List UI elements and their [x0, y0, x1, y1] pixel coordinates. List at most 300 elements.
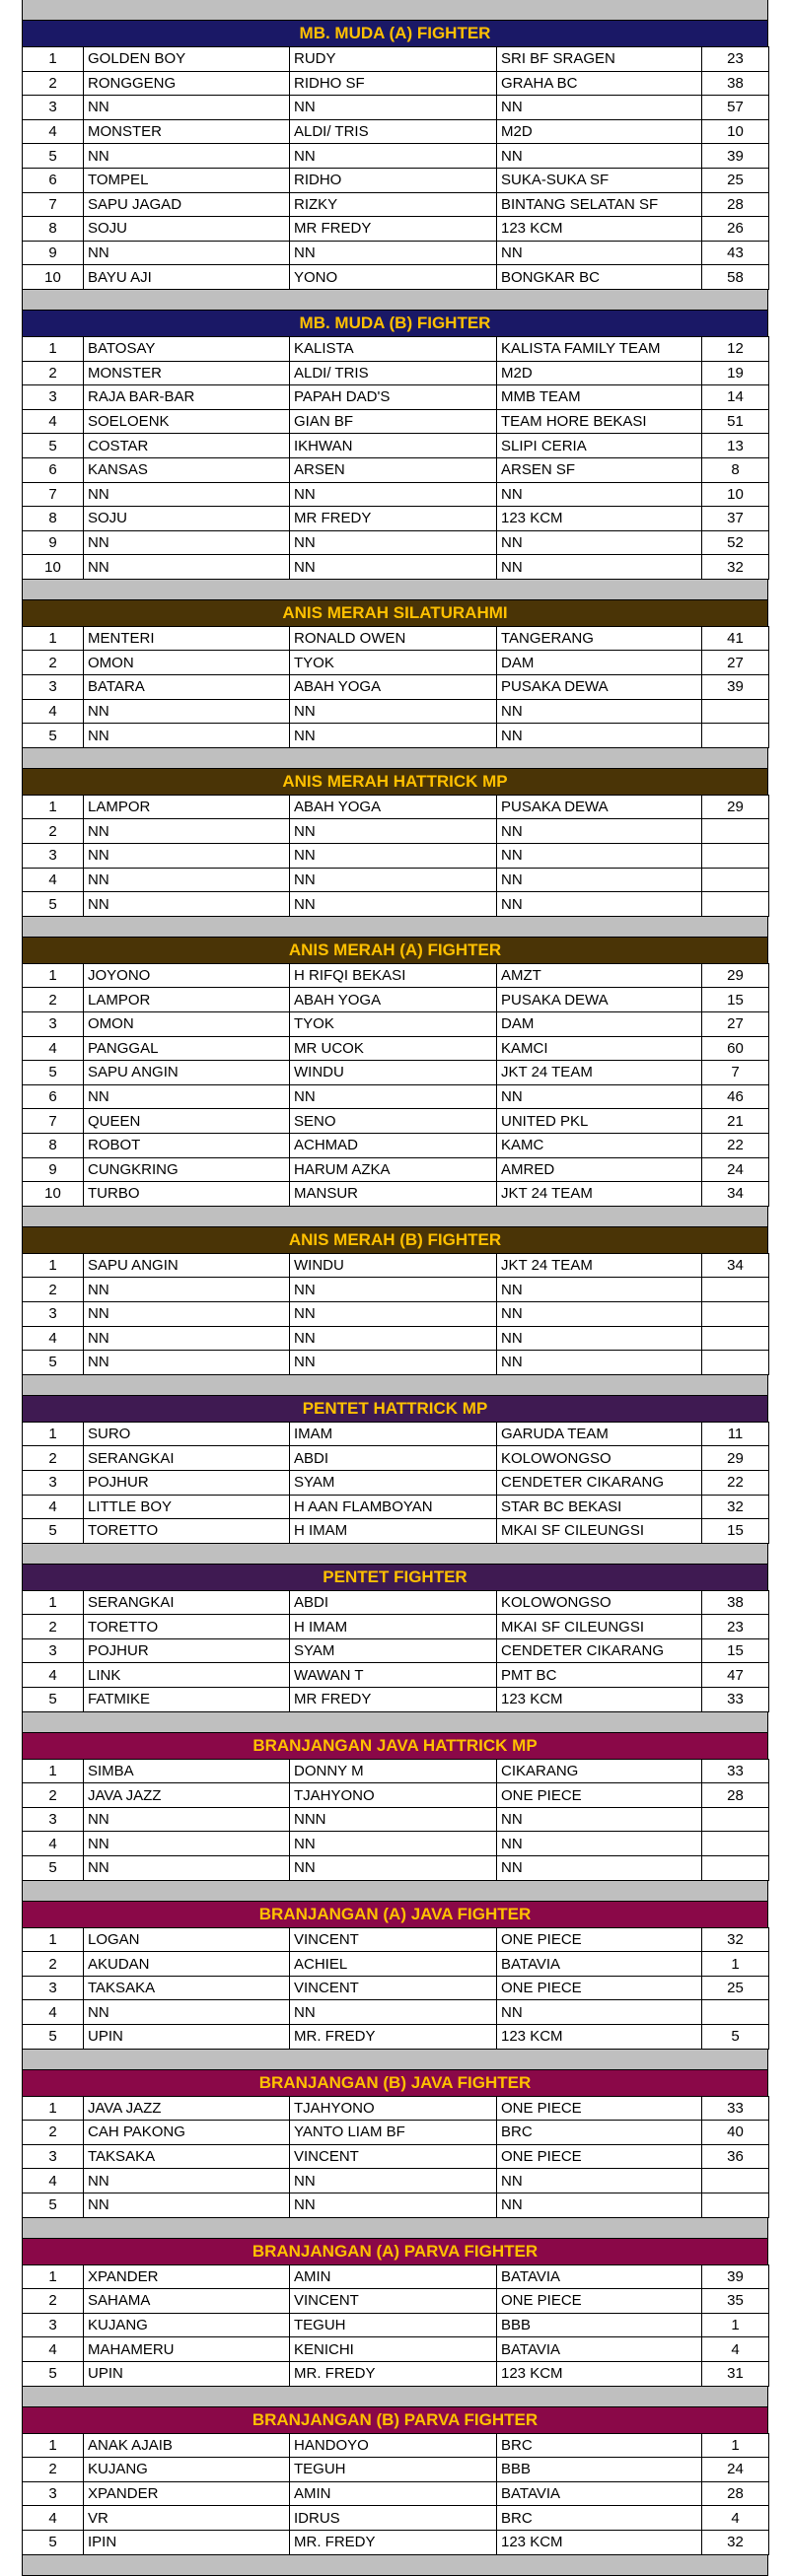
table-row — [23, 2506, 769, 2531]
class-title-13: BRANJANGAN (B) PARVA FIGHTER — [22, 2407, 768, 2433]
rank-cell: 1 — [23, 2264, 84, 2289]
rank-cell: 3 — [23, 1638, 84, 1663]
team-cell: BRC — [497, 2121, 702, 2145]
score-cell: 34 — [702, 1253, 769, 1278]
table-row — [23, 385, 769, 410]
class-title-4: ANIS MERAH HATTRICK MP — [22, 769, 768, 795]
score-cell — [702, 1832, 769, 1856]
bird-name-cell: NN — [84, 1326, 290, 1351]
score-cell — [702, 2000, 769, 2025]
rank-cell: 8 — [23, 507, 84, 531]
owner-cell: MR UCOK — [290, 1036, 497, 1061]
results-table — [22, 1422, 769, 1544]
score-cell — [702, 868, 769, 892]
team-cell: NN — [497, 241, 702, 265]
bird-name-cell: LINK — [84, 1663, 290, 1688]
score-cell: 36 — [702, 2144, 769, 2169]
team-cell: 123 KCM — [497, 2361, 702, 2386]
rank-cell: 2 — [23, 819, 84, 844]
owner-cell: VINCENT — [290, 2289, 497, 2314]
team-cell: CENDETER CIKARANG — [497, 1638, 702, 1663]
owner-cell: NN — [290, 724, 497, 748]
rank-cell: 6 — [23, 457, 84, 482]
bird-name-cell: NN — [84, 1301, 290, 1326]
owner-cell: RUDY — [290, 47, 497, 72]
rank-cell: 5 — [23, 2530, 84, 2554]
class-title-2: MB. MUDA (B) FIGHTER — [22, 311, 768, 336]
score-cell: 1 — [702, 1952, 769, 1977]
score-cell: 10 — [702, 119, 769, 144]
bird-name-cell: IPIN — [84, 2530, 290, 2554]
bird-name-cell: TOMPEL — [84, 168, 290, 192]
score-cell — [702, 1807, 769, 1832]
bird-name-cell: KUJANG — [84, 2458, 290, 2482]
table-row — [23, 1326, 769, 1351]
team-cell: TEAM HORE BEKASI — [497, 409, 702, 434]
table-row — [23, 988, 769, 1012]
rank-cell: 9 — [23, 1157, 84, 1182]
owner-cell: HARUM AZKA — [290, 1157, 497, 1182]
score-cell: 32 — [702, 2530, 769, 2554]
score-cell: 33 — [702, 1688, 769, 1712]
owner-cell: WINDU — [290, 1061, 497, 1085]
team-cell: NN — [497, 530, 702, 555]
score-cell: 22 — [702, 1470, 769, 1495]
results-table — [22, 1590, 769, 1712]
team-cell: NN — [497, 724, 702, 748]
owner-cell: NN — [290, 530, 497, 555]
table-row — [23, 434, 769, 458]
results-body — [23, 626, 769, 747]
team-cell: NN — [497, 2169, 702, 2193]
score-cell: 38 — [702, 71, 769, 96]
table-row — [23, 651, 769, 675]
team-cell: ARSEN SF — [497, 457, 702, 482]
score-cell — [702, 892, 769, 917]
score-cell: 11 — [702, 1422, 769, 1446]
table-row — [23, 844, 769, 869]
team-cell: NN — [497, 868, 702, 892]
owner-cell: ACHMAD — [290, 1133, 497, 1157]
class-title-12: BRANJANGAN (A) PARVA FIGHTER — [22, 2239, 768, 2264]
bird-name-cell: XPANDER — [84, 2264, 290, 2289]
score-cell: 4 — [702, 2506, 769, 2531]
bird-name-cell: BATOSAY — [84, 336, 290, 361]
score-cell: 24 — [702, 1157, 769, 1182]
class-title-1: MB. MUDA (A) FIGHTER — [22, 21, 768, 46]
class-title-7: PENTET HATTRICK MP — [22, 1396, 768, 1422]
bird-name-cell: COSTAR — [84, 434, 290, 458]
rank-cell: 3 — [23, 844, 84, 869]
owner-cell: ABAH YOGA — [290, 795, 497, 819]
bird-name-cell: UPIN — [84, 2361, 290, 2386]
bird-name-cell: AKUDAN — [84, 1952, 290, 1977]
score-cell — [702, 1351, 769, 1375]
table-row — [23, 1952, 769, 1977]
table-row — [23, 96, 769, 120]
results-table — [22, 336, 769, 580]
rank-cell: 5 — [23, 724, 84, 748]
bird-name-cell: PANGGAL — [84, 1036, 290, 1061]
score-cell: 5 — [702, 2025, 769, 2050]
bird-name-cell: TORETTO — [84, 1519, 290, 1544]
results-sheet — [22, 0, 768, 2576]
score-cell: 47 — [702, 1663, 769, 1688]
results-table — [22, 1759, 769, 1881]
table-row — [23, 530, 769, 555]
score-cell: 8 — [702, 457, 769, 482]
bird-name-cell: RONGGENG — [84, 71, 290, 96]
table-row — [23, 2264, 769, 2289]
rank-cell: 8 — [23, 217, 84, 242]
results-table — [22, 1253, 769, 1375]
bird-name-cell: NN — [84, 1084, 290, 1109]
rank-cell: 7 — [23, 1109, 84, 1134]
separator-row — [22, 1544, 768, 1565]
rank-cell: 1 — [23, 1253, 84, 1278]
owner-cell: H RIFQI BEKASI — [290, 963, 497, 988]
team-cell: PUSAKA DEWA — [497, 675, 702, 700]
bird-name-cell: NN — [84, 699, 290, 724]
table-row — [23, 2361, 769, 2386]
rank-cell: 4 — [23, 1326, 84, 1351]
score-cell: 31 — [702, 2361, 769, 2386]
results-body — [23, 1253, 769, 1374]
class-section — [22, 917, 768, 1207]
results-body — [23, 2433, 769, 2554]
score-cell: 15 — [702, 1519, 769, 1544]
bird-name-cell: OMON — [84, 651, 290, 675]
table-row — [23, 2121, 769, 2145]
owner-cell: NN — [290, 2169, 497, 2193]
bird-name-cell: CUNGKRING — [84, 1157, 290, 1182]
score-cell: 39 — [702, 2264, 769, 2289]
rank-cell: 5 — [23, 1351, 84, 1375]
bird-name-cell: SIMBA — [84, 1759, 290, 1783]
team-cell: BATAVIA — [497, 2481, 702, 2506]
class-section — [22, 0, 768, 290]
owner-cell: MR FREDY — [290, 507, 497, 531]
rank-cell: 4 — [23, 2169, 84, 2193]
owner-cell: PAPAH DAD'S — [290, 385, 497, 410]
class-title-3: ANIS MERAH SILATURAHMI — [22, 600, 768, 626]
table-row — [23, 2169, 769, 2193]
rank-cell: 3 — [23, 1470, 84, 1495]
team-cell: CENDETER CIKARANG — [497, 1470, 702, 1495]
bird-name-cell: KUJANG — [84, 2313, 290, 2337]
owner-cell: ABDI — [290, 1446, 497, 1471]
results-body — [23, 963, 769, 1206]
class-title-11: BRANJANGAN (B) JAVA FIGHTER — [22, 2070, 768, 2096]
bird-name-cell: VR — [84, 2506, 290, 2531]
score-cell: 57 — [702, 96, 769, 120]
class-title-8: PENTET FIGHTER — [22, 1565, 768, 1590]
bird-name-cell: NN — [84, 555, 290, 580]
team-cell: NN — [497, 1807, 702, 1832]
owner-cell: NN — [290, 482, 497, 507]
rank-cell: 5 — [23, 144, 84, 169]
class-section — [22, 1375, 768, 1544]
owner-cell: NN — [290, 868, 497, 892]
owner-cell: SENO — [290, 1109, 497, 1134]
bird-name-cell: SAHAMA — [84, 2289, 290, 2314]
team-cell: PMT BC — [497, 1663, 702, 1688]
table-row — [23, 457, 769, 482]
score-cell — [702, 1326, 769, 1351]
team-cell: PUSAKA DEWA — [497, 988, 702, 1012]
rank-cell: 4 — [23, 2337, 84, 2362]
score-cell: 10 — [702, 482, 769, 507]
table-row — [23, 1278, 769, 1302]
rank-cell: 5 — [23, 1061, 84, 1085]
team-cell: GRAHA BC — [497, 71, 702, 96]
owner-cell: TEGUH — [290, 2313, 497, 2337]
table-row — [23, 1109, 769, 1134]
owner-cell: NN — [290, 555, 497, 580]
bird-name-cell: ROBOT — [84, 1133, 290, 1157]
rank-cell: 1 — [23, 2096, 84, 2121]
bird-name-cell: TAKSAKA — [84, 2144, 290, 2169]
table-row — [23, 1519, 769, 1544]
team-cell: NN — [497, 555, 702, 580]
team-cell: ONE PIECE — [497, 1927, 702, 1952]
separator-row — [22, 748, 768, 769]
bird-name-cell: SAPU JAGAD — [84, 192, 290, 217]
score-cell: 46 — [702, 1084, 769, 1109]
rank-cell: 7 — [23, 482, 84, 507]
team-cell: NN — [497, 844, 702, 869]
class-section — [22, 1881, 768, 2050]
table-row — [23, 192, 769, 217]
table-row — [23, 2289, 769, 2314]
bird-name-cell: UPIN — [84, 2025, 290, 2050]
bird-name-cell: NN — [84, 1856, 290, 1881]
score-cell: 25 — [702, 1976, 769, 2000]
owner-cell: MANSUR — [290, 1182, 497, 1207]
score-cell: 60 — [702, 1036, 769, 1061]
score-cell: 14 — [702, 385, 769, 410]
owner-cell: MR. FREDY — [290, 2530, 497, 2554]
rank-cell: 7 — [23, 192, 84, 217]
score-cell: 35 — [702, 2289, 769, 2314]
team-cell: NN — [497, 96, 702, 120]
table-row — [23, 1157, 769, 1182]
team-cell: NN — [497, 699, 702, 724]
score-cell: 33 — [702, 1759, 769, 1783]
bird-name-cell: BAYU AJI — [84, 265, 290, 290]
team-cell: AMZT — [497, 963, 702, 988]
rank-cell: 3 — [23, 385, 84, 410]
owner-cell: ALDI/ TRIS — [290, 361, 497, 385]
separator-row — [22, 290, 768, 311]
owner-cell: MR FREDY — [290, 1688, 497, 1712]
table-row — [23, 555, 769, 580]
table-row — [23, 699, 769, 724]
owner-cell: MR. FREDY — [290, 2361, 497, 2386]
rank-cell: 2 — [23, 651, 84, 675]
table-row — [23, 2096, 769, 2121]
owner-cell: TJAHYONO — [290, 1783, 497, 1808]
team-cell: ONE PIECE — [497, 2096, 702, 2121]
team-cell: 123 KCM — [497, 2530, 702, 2554]
team-cell: JKT 24 TEAM — [497, 1253, 702, 1278]
results-table — [22, 1927, 769, 2050]
bird-name-cell: TAKSAKA — [84, 1976, 290, 2000]
rank-cell: 3 — [23, 2481, 84, 2506]
score-cell: 26 — [702, 217, 769, 242]
score-cell — [702, 2169, 769, 2193]
owner-cell: NN — [290, 1301, 497, 1326]
rank-cell: 3 — [23, 1012, 84, 1037]
rank-cell: 1 — [23, 626, 84, 651]
team-cell: KALISTA FAMILY TEAM — [497, 336, 702, 361]
table-row — [23, 963, 769, 988]
separator-row — [22, 2050, 768, 2070]
bird-name-cell: SAPU ANGIN — [84, 1061, 290, 1085]
bird-name-cell: OMON — [84, 1012, 290, 1037]
rank-cell: 4 — [23, 868, 84, 892]
separator-row — [22, 0, 768, 21]
table-row — [23, 626, 769, 651]
team-cell: M2D — [497, 119, 702, 144]
owner-cell: SYAM — [290, 1470, 497, 1495]
rank-cell: 2 — [23, 361, 84, 385]
owner-cell: WINDU — [290, 1253, 497, 1278]
team-cell: BATAVIA — [497, 1952, 702, 1977]
owner-cell: AMIN — [290, 2264, 497, 2289]
table-row — [23, 2458, 769, 2482]
score-cell: 13 — [702, 434, 769, 458]
results-body — [23, 2264, 769, 2386]
bird-name-cell: NN — [84, 892, 290, 917]
team-cell: KAMCI — [497, 1036, 702, 1061]
bird-name-cell: NN — [84, 144, 290, 169]
separator-row — [22, 2218, 768, 2239]
table-row — [23, 1590, 769, 1615]
table-row — [23, 336, 769, 361]
score-cell: 4 — [702, 2337, 769, 2362]
score-cell: 39 — [702, 675, 769, 700]
owner-cell: NNN — [290, 1807, 497, 1832]
class-title-9: BRANJANGAN JAVA HATTRICK MP — [22, 1733, 768, 1759]
rank-cell: 1 — [23, 1590, 84, 1615]
class-title-6: ANIS MERAH (B) FIGHTER — [22, 1227, 768, 1253]
score-cell: 12 — [702, 336, 769, 361]
owner-cell: WAWAN T — [290, 1663, 497, 1688]
results-table — [22, 46, 769, 290]
team-cell: M2D — [497, 361, 702, 385]
table-row — [23, 47, 769, 72]
score-cell: 15 — [702, 988, 769, 1012]
bird-name-cell: SOELOENK — [84, 409, 290, 434]
score-cell — [702, 1278, 769, 1302]
owner-cell: ALDI/ TRIS — [290, 119, 497, 144]
team-cell: MKAI SF CILEUNGSI — [497, 1519, 702, 1544]
team-cell: KOLOWONGSO — [497, 1590, 702, 1615]
bird-name-cell: NN — [84, 96, 290, 120]
table-row — [23, 1133, 769, 1157]
table-row — [23, 1759, 769, 1783]
bird-name-cell: NN — [84, 1351, 290, 1375]
team-cell: NN — [497, 144, 702, 169]
owner-cell: VINCENT — [290, 2144, 497, 2169]
bird-name-cell: MONSTER — [84, 119, 290, 144]
team-cell: NN — [497, 1084, 702, 1109]
bird-name-cell: TORETTO — [84, 1615, 290, 1639]
table-row — [23, 217, 769, 242]
score-cell: 33 — [702, 2096, 769, 2121]
team-cell: KAMC — [497, 1133, 702, 1157]
bird-name-cell: SOJU — [84, 217, 290, 242]
table-row — [23, 1012, 769, 1037]
team-cell: BATAVIA — [497, 2337, 702, 2362]
table-row — [23, 144, 769, 169]
owner-cell: YONO — [290, 265, 497, 290]
score-cell: 19 — [702, 361, 769, 385]
results-table — [22, 626, 769, 748]
owner-cell: KENICHI — [290, 2337, 497, 2362]
score-cell: 28 — [702, 2481, 769, 2506]
table-row — [23, 724, 769, 748]
bird-name-cell: XPANDER — [84, 2481, 290, 2506]
class-section — [22, 1712, 768, 1881]
owner-cell: GIAN BF — [290, 409, 497, 434]
bird-name-cell: NN — [84, 1832, 290, 1856]
table-row — [23, 2530, 769, 2554]
rank-cell: 4 — [23, 1663, 84, 1688]
team-cell: SRI BF SRAGEN — [497, 47, 702, 72]
table-row — [23, 1422, 769, 1446]
bird-name-cell: SERANGKAI — [84, 1590, 290, 1615]
team-cell: BRC — [497, 2433, 702, 2458]
team-cell: NN — [497, 2000, 702, 2025]
bird-name-cell: LOGAN — [84, 1927, 290, 1952]
score-cell: 27 — [702, 651, 769, 675]
owner-cell: IDRUS — [290, 2506, 497, 2531]
score-cell: 1 — [702, 2313, 769, 2337]
team-cell: NN — [497, 1351, 702, 1375]
rank-cell: 1 — [23, 795, 84, 819]
bird-name-cell: NN — [84, 2169, 290, 2193]
bird-name-cell: NN — [84, 2193, 290, 2217]
score-cell: 24 — [702, 2458, 769, 2482]
results-table — [22, 2096, 769, 2218]
rank-cell: 9 — [23, 241, 84, 265]
results-body — [23, 47, 769, 290]
score-cell: 23 — [702, 47, 769, 72]
table-row — [23, 1301, 769, 1326]
bird-name-cell: NN — [84, 1278, 290, 1302]
table-row — [23, 2433, 769, 2458]
team-cell: NN — [497, 1301, 702, 1326]
score-cell: 7 — [702, 1061, 769, 1085]
bird-name-cell: MAHAMERU — [84, 2337, 290, 2362]
separator-row — [22, 917, 768, 938]
rank-cell: 1 — [23, 47, 84, 72]
score-cell — [702, 2193, 769, 2217]
rank-cell: 6 — [23, 168, 84, 192]
class-section — [22, 748, 768, 917]
class-section — [22, 290, 768, 580]
rank-cell: 10 — [23, 265, 84, 290]
bird-name-cell: NN — [84, 530, 290, 555]
bird-name-cell: TURBO — [84, 1182, 290, 1207]
table-row — [23, 1927, 769, 1952]
team-cell: SUKA-SUKA SF — [497, 168, 702, 192]
results-body — [23, 1927, 769, 2049]
class-section — [22, 1544, 768, 1712]
bird-name-cell: SAPU ANGIN — [84, 1253, 290, 1278]
